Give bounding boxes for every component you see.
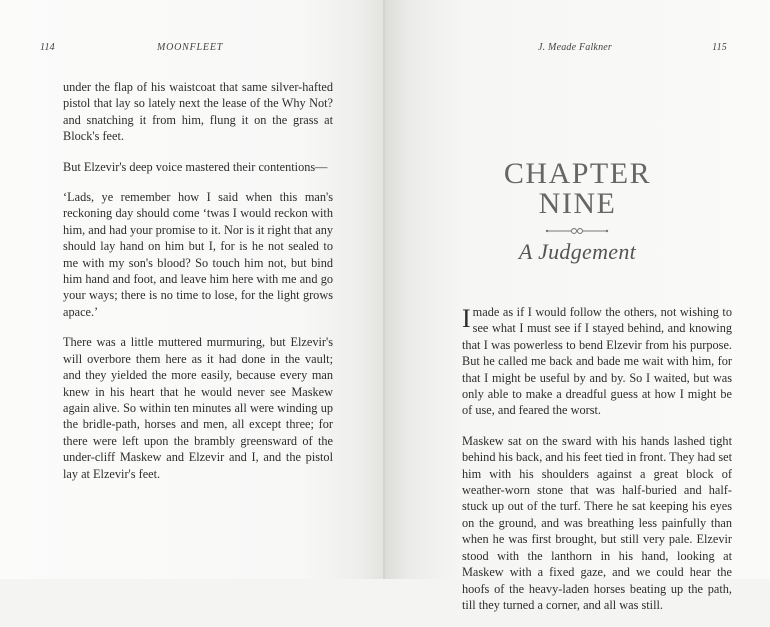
left-running-head: MOONFLEET [157, 42, 224, 53]
right-running-head: J. Meade Falkner [538, 42, 613, 53]
chapter-subtitle: A Judgement [518, 239, 637, 264]
left-paragraph-3: ‘Lads, ye remember how I said when this man's reckoning day should come ‘twas I would reckon with him, and had your promise to it. Nor is it right that any should lay hand on him but I, for is he not sealed to me with my son's blood? So touch him not, but bind him hand and foot, and leave him here with me and go your ways; there is no time to lose, for the light grows apace.’ [63, 190, 333, 319]
left-paragraph-2: But Elzevir's deep voice mastered their contentions— [63, 159, 328, 174]
right-paragraph-2: Maskew sat on the sward with his hands lashed tight behind his back, and his feet tied in front. They had set him with his shoulders against a great block of weather-worn stone that was half-buried and half-stuck up out of the turf. There he sat keeping his eyes on the ground, and was breathing less painfully than when he was first brought, but still very pale. Elzevir stood with the lanthorn in his hand, looking at Maskew with a fixed gaze, and we could hear the hoofs of the heavy-laden horses beating up the path, till they turned a corner, and all was still. [462, 433, 732, 612]
left-page-body [63, 79, 333, 496]
right-paragraph-1-text: made as if I would follow the others, not wishing to see what I must see if I stayed behind, and knowing that I was powerless to bend Elzevir from his purpose. But he called me back and bade me wait with him, for that I might be useful by and by. So I waited, but was only able to make a dreadful guess at how I might be of use, and feared the worst. [462, 305, 732, 418]
left-page [0, 0, 385, 579]
chapter-number: NINE [538, 187, 617, 220]
right-paragraph-1 [462, 304, 732, 419]
left-page-number: 114 [40, 42, 55, 53]
drop-cap: I [462, 304, 471, 333]
left-paragraph-1: under the flap of his waistcoat that same silver-hafted pistol that lay so lately next the lease of the Why Not? and snatching it from him, flung it on the grass at Block's feet. [63, 80, 333, 144]
chapter-label: CHAPTER [503, 157, 652, 190]
right-page-body [462, 304, 732, 627]
right-page [385, 0, 770, 612]
right-page-number: 115 [712, 42, 727, 53]
flourish-ornament-icon [545, 225, 609, 237]
left-paragraph-4: There was a little muttered murmuring, but Elzevir's will overbore them here as it had done in the vault; and they yielded the more easily, because every man knew in his heart that he would never see Maskew again alive. So within ten minutes all were winding up the bridle-path, horses and men, all except three; for there were left upon the brambly greensward of the under-cliff Maskew and Elzevir and I, and the pistol lay at Elzevir's feet. [63, 335, 333, 481]
